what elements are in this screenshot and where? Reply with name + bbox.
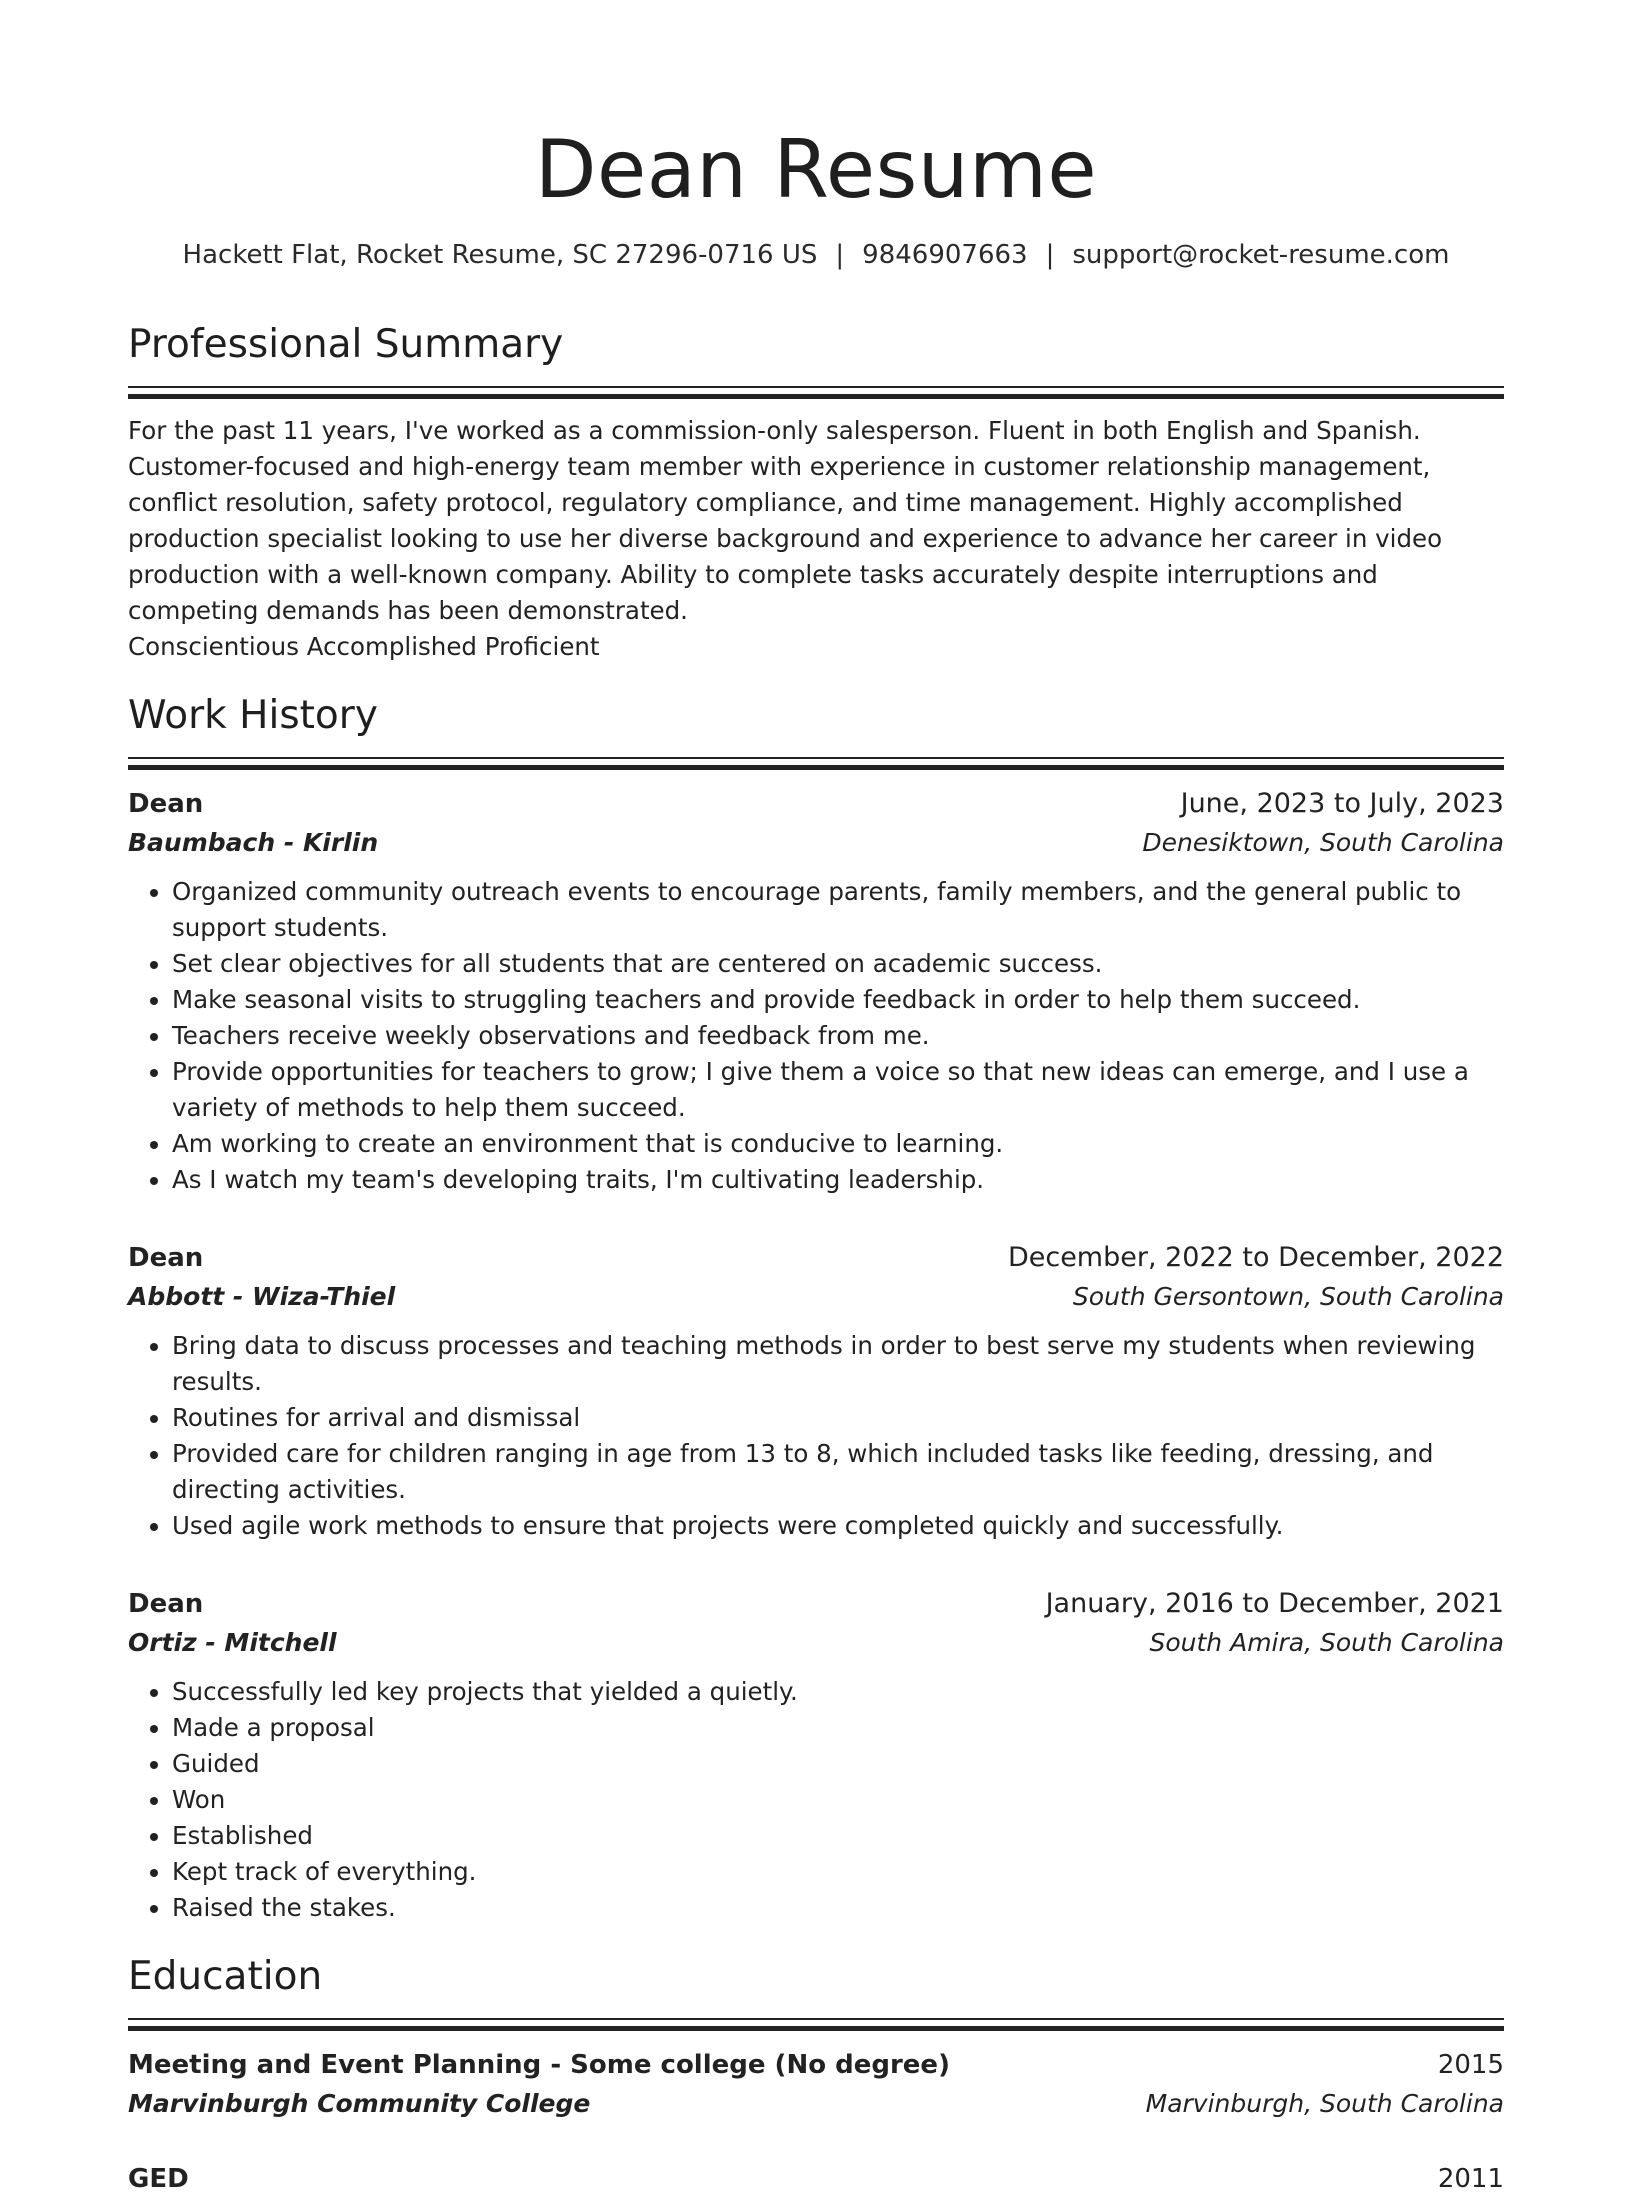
job-entry <box>128 784 1504 1198</box>
job-bullets <box>128 874 1504 1198</box>
summary-body <box>128 413 1504 665</box>
education-degree: Meeting and Event Planning - Some college (No degree) <box>128 2050 950 2080</box>
resume-content <box>128 318 1504 2199</box>
job-company: Abbott - Wiza-Thiel <box>128 1282 396 1311</box>
education-entry <box>128 2159 1504 2199</box>
work-section <box>128 689 1504 1926</box>
list-item: • Used agile work methods to ensure that projects were completed quickly and successfully. <box>172 1508 1504 1544</box>
contact-separator: | <box>835 240 845 270</box>
list-item: • Organized community outreach events to encourage parents, family members, and the general public to support students. <box>172 874 1504 946</box>
list-item: • Provided care for children ranging in age from 13 to 8, which included tasks like feeding, dressing, and directing activities. <box>172 1436 1504 1508</box>
list-item: • Successfully led key projects that yielded a quietly. <box>172 1674 1504 1710</box>
list-item: • Guided <box>172 1746 1504 1782</box>
contact-line <box>0 240 1632 270</box>
list-item: • Provide opportunities for teachers to grow; I give them a voice so that new ideas can emerge, and I use a variety of methods to help them succeed. <box>172 1054 1504 1126</box>
resume-header <box>0 0 1632 270</box>
job-role: Dean <box>128 1243 204 1273</box>
section-title-summary: Professional Summary <box>128 322 564 367</box>
contact-address: Hackett Flat, Rocket Resume, SC 27296-0716 US <box>182 240 818 270</box>
job-dates: January, 2016 to December, 2021 <box>1045 1588 1504 1619</box>
job-company: Baumbach - Kirlin <box>128 828 379 857</box>
list-item: • Am working to create an environment that is conducive to learning. <box>172 1126 1504 1162</box>
contact-separator: | <box>1045 240 1055 270</box>
education-entry <box>128 2045 1504 2123</box>
job-role: Dean <box>128 1589 204 1619</box>
list-item: • Made a proposal <box>172 1710 1504 1746</box>
summary-section <box>128 318 1504 665</box>
job-company: Ortiz - Mitchell <box>128 1628 337 1657</box>
job-location: South Amira, South Carolina <box>1149 1628 1504 1657</box>
job-dates: June, 2023 to July, 2023 <box>1180 788 1504 819</box>
job-location: South Gersontown, South Carolina <box>1072 1282 1504 1311</box>
list-item: • Teachers receive weekly observations and feedback from me. <box>172 1018 1504 1054</box>
job-location: Denesiktown, South Carolina <box>1142 828 1504 857</box>
education-location: Marvinburgh, South Carolina <box>1145 2089 1504 2118</box>
job-entry <box>128 1584 1504 1926</box>
education-year: 2015 <box>1437 2050 1504 2080</box>
section-divider <box>128 2018 1504 2031</box>
list-item: • Bring data to discuss processes and teaching methods in order to best serve my students when reviewing results. <box>172 1328 1504 1400</box>
list-item: • As I watch my team's developing traits, I'm cultivating leadership. <box>172 1162 1504 1198</box>
job-role: Dean <box>128 789 204 819</box>
education-section <box>128 1950 1504 2199</box>
resume-name: Dean Resume <box>534 123 1098 216</box>
list-item: • Set clear objectives for all students that are centered on academic success. <box>172 946 1504 982</box>
list-item: • Make seasonal visits to struggling teachers and provide feedback in order to help them succeed. <box>172 982 1504 1018</box>
list-item: • Routines for arrival and dismissal <box>172 1400 1504 1436</box>
section-divider <box>128 757 1504 770</box>
list-item: • Established <box>172 1818 1504 1854</box>
contact-phone: 9846907663 <box>862 240 1028 270</box>
job-bullets <box>128 1674 1504 1926</box>
job-entry <box>128 1238 1504 1544</box>
job-bullets <box>128 1328 1504 1544</box>
section-divider <box>128 386 1504 399</box>
contact-email: support@rocket-resume.com <box>1072 240 1450 270</box>
list-item: • Kept track of everything. <box>172 1854 1504 1890</box>
summary-traits: Conscientious Accomplished Proficient <box>128 632 600 661</box>
summary-text: For the past 11 years, I've worked as a commission-only salesperson. Fluent in both English and Spanish. Customer-focused and high-energy team member with experience in customer relationship management, conflict resolution, safety protocol, regulatory compliance, and time management. Highly accomplished production specialist looking to use her diverse background and experience to advance her career in video production with a well-known company. Ability to complete tasks accurately despite interruptions and competing demands has been demonstrated. <box>128 416 1443 625</box>
section-title-work: Work History <box>128 693 378 738</box>
list-item: • Raised the stakes. <box>172 1890 1504 1926</box>
education-year: 2011 <box>1437 2164 1504 2194</box>
job-dates: December, 2022 to December, 2022 <box>1007 1242 1504 1273</box>
section-title-education: Education <box>128 1954 323 1999</box>
education-degree: GED <box>128 2164 189 2194</box>
list-item: • Won <box>172 1782 1504 1818</box>
education-school: Marvinburgh Community College <box>128 2089 591 2118</box>
